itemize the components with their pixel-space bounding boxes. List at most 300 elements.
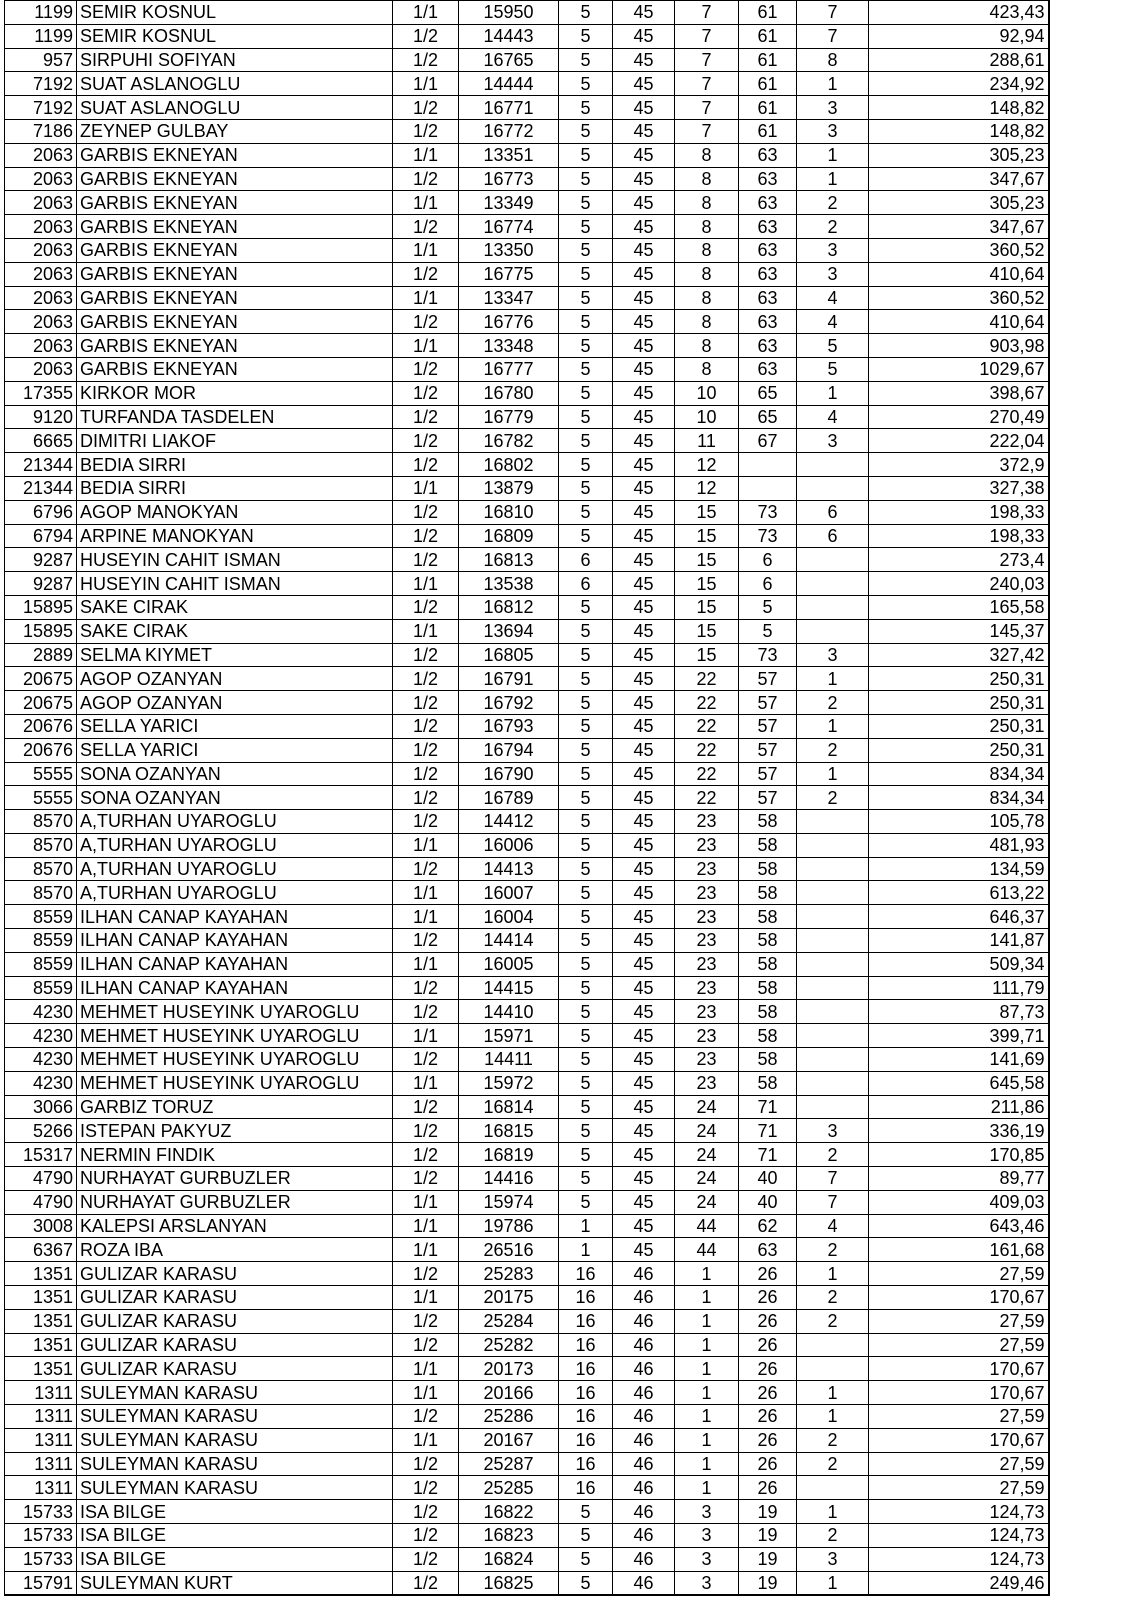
col-e-cell: 3: [797, 262, 869, 286]
col-c-cell: 15: [675, 524, 739, 548]
col-d-cell: 61: [739, 1, 797, 25]
col-d-cell: 61: [739, 96, 797, 120]
document-no-cell: 26516: [459, 1238, 559, 1262]
col-a-cell: 5: [559, 714, 613, 738]
owner-id-cell: 1311: [5, 1405, 77, 1429]
col-d-cell: 71: [739, 1095, 797, 1119]
amount-cell: 27,59: [869, 1333, 1049, 1357]
owner-name-cell: SONA OZANYAN: [77, 762, 393, 786]
share-cell: 1/2: [393, 786, 459, 810]
col-c-cell: 23: [675, 976, 739, 1000]
document-no-cell: 16777: [459, 357, 559, 381]
col-a-cell: 5: [559, 72, 613, 96]
col-e-cell: 2: [797, 1428, 869, 1452]
owner-name-cell: SUAT ASLANOGLU: [77, 96, 393, 120]
col-a-cell: 5: [559, 1024, 613, 1048]
share-cell: 1/1: [393, 952, 459, 976]
owner-id-cell: 15791: [5, 1571, 77, 1595]
share-cell: 1/2: [393, 1000, 459, 1024]
col-b-cell: 45: [613, 1048, 675, 1072]
col-a-cell: 5: [559, 905, 613, 929]
col-d-cell: 63: [739, 310, 797, 334]
col-a-cell: 5: [559, 24, 613, 48]
col-e-cell: 1: [797, 381, 869, 405]
document-no-cell: 14443: [459, 24, 559, 48]
col-c-cell: 24: [675, 1143, 739, 1167]
owner-name-cell: GULIZAR KARASU: [77, 1286, 393, 1310]
amount-cell: 145,37: [869, 619, 1049, 643]
col-d-cell: 62: [739, 1214, 797, 1238]
owner-name-cell: MEHMET HUSEYINK UYAROGLU: [77, 1024, 393, 1048]
owner-id-cell: 7186: [5, 119, 77, 143]
owner-name-cell: ZEYNEP GULBAY: [77, 119, 393, 143]
table-row: [5, 1428, 1049, 1452]
table-row: [5, 1190, 1049, 1214]
amount-cell: 305,23: [869, 143, 1049, 167]
col-b-cell: 45: [613, 143, 675, 167]
col-e-cell: 7: [797, 24, 869, 48]
document-no-cell: 16791: [459, 667, 559, 691]
owner-id-cell: 15895: [5, 619, 77, 643]
col-a-cell: 5: [559, 215, 613, 239]
col-d-cell: 71: [739, 1119, 797, 1143]
owner-name-cell: ARPINE MANOKYAN: [77, 524, 393, 548]
table-row: [5, 1405, 1049, 1429]
col-e-cell: 5: [797, 334, 869, 358]
col-b-cell: 46: [613, 1381, 675, 1405]
col-a-cell: 5: [559, 976, 613, 1000]
amount-cell: 240,03: [869, 572, 1049, 596]
col-a-cell: 5: [559, 1, 613, 25]
col-e-cell: [797, 1357, 869, 1381]
col-d-cell: 71: [739, 1143, 797, 1167]
table-row: [5, 1262, 1049, 1286]
col-a-cell: 5: [559, 96, 613, 120]
col-b-cell: 46: [613, 1452, 675, 1476]
amount-cell: 509,34: [869, 952, 1049, 976]
col-e-cell: 4: [797, 310, 869, 334]
col-c-cell: 3: [675, 1524, 739, 1548]
col-b-cell: 46: [613, 1333, 675, 1357]
amount-cell: 903,98: [869, 334, 1049, 358]
owner-id-cell: 957: [5, 48, 77, 72]
col-b-cell: 45: [613, 524, 675, 548]
owner-id-cell: 5555: [5, 762, 77, 786]
col-e-cell: 2: [797, 738, 869, 762]
amount-cell: 27,59: [869, 1405, 1049, 1429]
col-c-cell: 22: [675, 738, 739, 762]
col-a-cell: 5: [559, 1571, 613, 1595]
col-b-cell: 45: [613, 905, 675, 929]
col-c-cell: 7: [675, 48, 739, 72]
col-d-cell: 58: [739, 833, 797, 857]
col-b-cell: 45: [613, 762, 675, 786]
document-no-cell: 16765: [459, 48, 559, 72]
col-b-cell: 45: [613, 857, 675, 881]
col-e-cell: 1: [797, 1381, 869, 1405]
col-d-cell: 6: [739, 572, 797, 596]
table-row: [5, 476, 1049, 500]
col-e-cell: 6: [797, 500, 869, 524]
table-row: [5, 1167, 1049, 1191]
col-d-cell: 26: [739, 1405, 797, 1429]
share-cell: 1/2: [393, 524, 459, 548]
col-c-cell: 23: [675, 1048, 739, 1072]
col-a-cell: 5: [559, 810, 613, 834]
share-cell: 1/2: [393, 667, 459, 691]
amount-cell: 89,77: [869, 1167, 1049, 1191]
col-d-cell: 5: [739, 619, 797, 643]
amount-cell: 834,34: [869, 762, 1049, 786]
col-b-cell: 45: [613, 1119, 675, 1143]
col-c-cell: 44: [675, 1214, 739, 1238]
owner-id-cell: 1351: [5, 1262, 77, 1286]
col-b-cell: 46: [613, 1357, 675, 1381]
document-no-cell: 16809: [459, 524, 559, 548]
col-c-cell: 44: [675, 1238, 739, 1262]
table-row: [5, 1071, 1049, 1095]
owner-id-cell: 8570: [5, 833, 77, 857]
table-row: [5, 191, 1049, 215]
table-row: [5, 738, 1049, 762]
table-row: [5, 786, 1049, 810]
owner-name-cell: NURHAYAT GURBUZLER: [77, 1190, 393, 1214]
document-no-cell: 16813: [459, 548, 559, 572]
col-e-cell: [797, 572, 869, 596]
col-e-cell: [797, 810, 869, 834]
owner-name-cell: GARBIZ TORUZ: [77, 1095, 393, 1119]
col-d-cell: 40: [739, 1190, 797, 1214]
document-no-cell: 13879: [459, 476, 559, 500]
col-b-cell: 45: [613, 691, 675, 715]
owner-id-cell: 9120: [5, 405, 77, 429]
owner-id-cell: 15895: [5, 595, 77, 619]
col-c-cell: 15: [675, 595, 739, 619]
amount-cell: 141,69: [869, 1048, 1049, 1072]
owner-name-cell: MEHMET HUSEYINK UYAROGLU: [77, 1071, 393, 1095]
amount-cell: 250,31: [869, 667, 1049, 691]
col-c-cell: 1: [675, 1309, 739, 1333]
records-table: [4, 0, 1050, 1596]
document-no-cell: 16802: [459, 453, 559, 477]
share-cell: 1/2: [393, 1048, 459, 1072]
share-cell: 1/2: [393, 1167, 459, 1191]
col-b-cell: 45: [613, 191, 675, 215]
owner-name-cell: SAKE CIRAK: [77, 595, 393, 619]
col-c-cell: 22: [675, 762, 739, 786]
col-a-cell: 5: [559, 952, 613, 976]
owner-id-cell: 1311: [5, 1428, 77, 1452]
document-no-cell: 13538: [459, 572, 559, 596]
document-no-cell: 25282: [459, 1333, 559, 1357]
owner-name-cell: TURFANDA TASDELEN: [77, 405, 393, 429]
amount-cell: 410,64: [869, 310, 1049, 334]
col-d-cell: 63: [739, 191, 797, 215]
col-d-cell: 63: [739, 262, 797, 286]
col-d-cell: 58: [739, 929, 797, 953]
col-c-cell: 15: [675, 572, 739, 596]
table-row: [5, 952, 1049, 976]
col-a-cell: 16: [559, 1452, 613, 1476]
col-e-cell: [797, 1333, 869, 1357]
owner-name-cell: SELLA YARICI: [77, 738, 393, 762]
col-c-cell: 8: [675, 215, 739, 239]
owner-id-cell: 1351: [5, 1286, 77, 1310]
owner-name-cell: KALEPSI ARSLANYAN: [77, 1214, 393, 1238]
records-table-body: [5, 1, 1049, 1596]
document-no-cell: 16004: [459, 905, 559, 929]
document-no-cell: 16780: [459, 381, 559, 405]
owner-id-cell: 2063: [5, 215, 77, 239]
table-row: [5, 1000, 1049, 1024]
col-b-cell: 45: [613, 667, 675, 691]
owner-id-cell: 1199: [5, 1, 77, 25]
document-no-cell: 16773: [459, 167, 559, 191]
col-c-cell: 11: [675, 429, 739, 453]
amount-cell: 1029,67: [869, 357, 1049, 381]
owner-id-cell: 4230: [5, 1048, 77, 1072]
col-b-cell: 45: [613, 215, 675, 239]
col-c-cell: 23: [675, 810, 739, 834]
owner-id-cell: 8570: [5, 857, 77, 881]
col-b-cell: 46: [613, 1547, 675, 1571]
owner-name-cell: NURHAYAT GURBUZLER: [77, 1167, 393, 1191]
col-e-cell: 1: [797, 72, 869, 96]
document-no-cell: 25283: [459, 1262, 559, 1286]
col-d-cell: [739, 453, 797, 477]
table-row: [5, 643, 1049, 667]
col-e-cell: 3: [797, 119, 869, 143]
table-row: [5, 572, 1049, 596]
share-cell: 1/1: [393, 833, 459, 857]
owner-id-cell: 15733: [5, 1524, 77, 1548]
owner-id-cell: 8559: [5, 976, 77, 1000]
owner-name-cell: MEHMET HUSEYINK UYAROGLU: [77, 1000, 393, 1024]
document-no-cell: 16776: [459, 310, 559, 334]
amount-cell: 399,71: [869, 1024, 1049, 1048]
col-c-cell: 1: [675, 1452, 739, 1476]
share-cell: 1/1: [393, 1214, 459, 1238]
document-no-cell: 16793: [459, 714, 559, 738]
table-row: [5, 1500, 1049, 1524]
document-no-cell: 16782: [459, 429, 559, 453]
share-cell: 1/2: [393, 215, 459, 239]
document-no-cell: 16007: [459, 881, 559, 905]
col-a-cell: 5: [559, 833, 613, 857]
col-b-cell: 45: [613, 643, 675, 667]
col-e-cell: 2: [797, 1524, 869, 1548]
amount-cell: 305,23: [869, 191, 1049, 215]
col-a-cell: 5: [559, 310, 613, 334]
amount-cell: 250,31: [869, 714, 1049, 738]
col-c-cell: 10: [675, 405, 739, 429]
table-row: [5, 548, 1049, 572]
col-b-cell: 45: [613, 738, 675, 762]
owner-name-cell: SAKE CIRAK: [77, 619, 393, 643]
col-c-cell: 15: [675, 643, 739, 667]
col-d-cell: 57: [739, 667, 797, 691]
amount-cell: 170,67: [869, 1286, 1049, 1310]
share-cell: 1/2: [393, 548, 459, 572]
amount-cell: 198,33: [869, 524, 1049, 548]
col-a-cell: 5: [559, 1048, 613, 1072]
col-a-cell: 1: [559, 1238, 613, 1262]
owner-id-cell: 15733: [5, 1500, 77, 1524]
share-cell: 1/2: [393, 1095, 459, 1119]
owner-id-cell: 2063: [5, 191, 77, 215]
amount-cell: 336,19: [869, 1119, 1049, 1143]
document-no-cell: 15950: [459, 1, 559, 25]
col-d-cell: 63: [739, 357, 797, 381]
table-row: [5, 72, 1049, 96]
col-b-cell: 45: [613, 119, 675, 143]
col-a-cell: 16: [559, 1476, 613, 1500]
col-e-cell: 4: [797, 286, 869, 310]
col-c-cell: 15: [675, 500, 739, 524]
owner-name-cell: ILHAN CANAP KAYAHAN: [77, 905, 393, 929]
amount-cell: 372,9: [869, 453, 1049, 477]
owner-name-cell: A,TURHAN UYAROGLU: [77, 810, 393, 834]
col-d-cell: 61: [739, 48, 797, 72]
document-no-cell: 13350: [459, 238, 559, 262]
amount-cell: 165,58: [869, 595, 1049, 619]
col-b-cell: 45: [613, 881, 675, 905]
owner-name-cell: MEHMET HUSEYINK UYAROGLU: [77, 1048, 393, 1072]
share-cell: 1/2: [393, 24, 459, 48]
share-cell: 1/2: [393, 810, 459, 834]
col-d-cell: 61: [739, 72, 797, 96]
owner-name-cell: GARBIS EKNEYAN: [77, 143, 393, 167]
document-no-cell: 16823: [459, 1524, 559, 1548]
share-cell: 1/1: [393, 881, 459, 905]
amount-cell: 134,59: [869, 857, 1049, 881]
col-e-cell: 7: [797, 1, 869, 25]
col-b-cell: 45: [613, 1167, 675, 1191]
col-b-cell: 45: [613, 572, 675, 596]
owner-id-cell: 6796: [5, 500, 77, 524]
amount-cell: 409,03: [869, 1190, 1049, 1214]
owner-name-cell: ISA BILGE: [77, 1547, 393, 1571]
owner-id-cell: 7192: [5, 96, 77, 120]
owner-id-cell: 2063: [5, 262, 77, 286]
share-cell: 1/2: [393, 357, 459, 381]
owner-name-cell: HUSEYIN CAHIT ISMAN: [77, 572, 393, 596]
table-row: [5, 857, 1049, 881]
table-row: [5, 500, 1049, 524]
col-e-cell: 3: [797, 96, 869, 120]
table-row: [5, 1024, 1049, 1048]
col-b-cell: 45: [613, 357, 675, 381]
owner-name-cell: SONA OZANYAN: [77, 786, 393, 810]
col-a-cell: 16: [559, 1405, 613, 1429]
table-row: [5, 1452, 1049, 1476]
amount-cell: 646,37: [869, 905, 1049, 929]
col-b-cell: 45: [613, 595, 675, 619]
owner-name-cell: GULIZAR KARASU: [77, 1357, 393, 1381]
owner-id-cell: 15733: [5, 1547, 77, 1571]
col-c-cell: 8: [675, 262, 739, 286]
col-a-cell: 1: [559, 1214, 613, 1238]
table-row: [5, 357, 1049, 381]
document-no-cell: 16819: [459, 1143, 559, 1167]
share-cell: 1/1: [393, 1024, 459, 1048]
col-b-cell: 46: [613, 1571, 675, 1595]
col-b-cell: 45: [613, 929, 675, 953]
col-e-cell: [797, 1476, 869, 1500]
share-cell: 1/2: [393, 310, 459, 334]
document-no-cell: 15972: [459, 1071, 559, 1095]
col-b-cell: 45: [613, 500, 675, 524]
col-c-cell: 10: [675, 381, 739, 405]
col-b-cell: 46: [613, 1309, 675, 1333]
document-no-cell: 25287: [459, 1452, 559, 1476]
amount-cell: 613,22: [869, 881, 1049, 905]
col-d-cell: 63: [739, 167, 797, 191]
col-a-cell: 5: [559, 619, 613, 643]
document-no-cell: 16812: [459, 595, 559, 619]
owner-name-cell: ROZA IBA: [77, 1238, 393, 1262]
share-cell: 1/1: [393, 1190, 459, 1214]
col-d-cell: 73: [739, 524, 797, 548]
share-cell: 1/1: [393, 191, 459, 215]
owner-id-cell: 2063: [5, 143, 77, 167]
share-cell: 1/1: [393, 72, 459, 96]
owner-id-cell: 20676: [5, 714, 77, 738]
col-d-cell: 58: [739, 810, 797, 834]
owner-name-cell: HUSEYIN CAHIT ISMAN: [77, 548, 393, 572]
document-no-cell: 16815: [459, 1119, 559, 1143]
col-c-cell: 7: [675, 96, 739, 120]
col-b-cell: 45: [613, 429, 675, 453]
document-no-cell: 15974: [459, 1190, 559, 1214]
table-row: [5, 167, 1049, 191]
col-d-cell: 19: [739, 1547, 797, 1571]
amount-cell: 27,59: [869, 1262, 1049, 1286]
amount-cell: 211,86: [869, 1095, 1049, 1119]
amount-cell: 105,78: [869, 810, 1049, 834]
col-b-cell: 45: [613, 286, 675, 310]
col-d-cell: 57: [739, 762, 797, 786]
col-b-cell: 45: [613, 72, 675, 96]
col-a-cell: 5: [559, 857, 613, 881]
share-cell: 1/1: [393, 238, 459, 262]
table-row: [5, 1048, 1049, 1072]
col-a-cell: 5: [559, 167, 613, 191]
share-cell: 1/1: [393, 1357, 459, 1381]
col-c-cell: 24: [675, 1119, 739, 1143]
col-e-cell: 1: [797, 167, 869, 191]
col-e-cell: 1: [797, 1405, 869, 1429]
table-row: [5, 881, 1049, 905]
owner-id-cell: 8559: [5, 929, 77, 953]
col-e-cell: 3: [797, 1119, 869, 1143]
col-b-cell: 45: [613, 405, 675, 429]
col-b-cell: 45: [613, 786, 675, 810]
col-b-cell: 45: [613, 833, 675, 857]
col-d-cell: 58: [739, 976, 797, 1000]
owner-id-cell: 1199: [5, 24, 77, 48]
document-no-cell: 13347: [459, 286, 559, 310]
table-row: [5, 405, 1049, 429]
col-c-cell: 1: [675, 1476, 739, 1500]
amount-cell: 249,46: [869, 1571, 1049, 1595]
col-e-cell: 2: [797, 1143, 869, 1167]
owner-id-cell: 6665: [5, 429, 77, 453]
col-e-cell: 3: [797, 643, 869, 667]
share-cell: 1/2: [393, 1143, 459, 1167]
col-e-cell: [797, 952, 869, 976]
col-c-cell: 24: [675, 1095, 739, 1119]
